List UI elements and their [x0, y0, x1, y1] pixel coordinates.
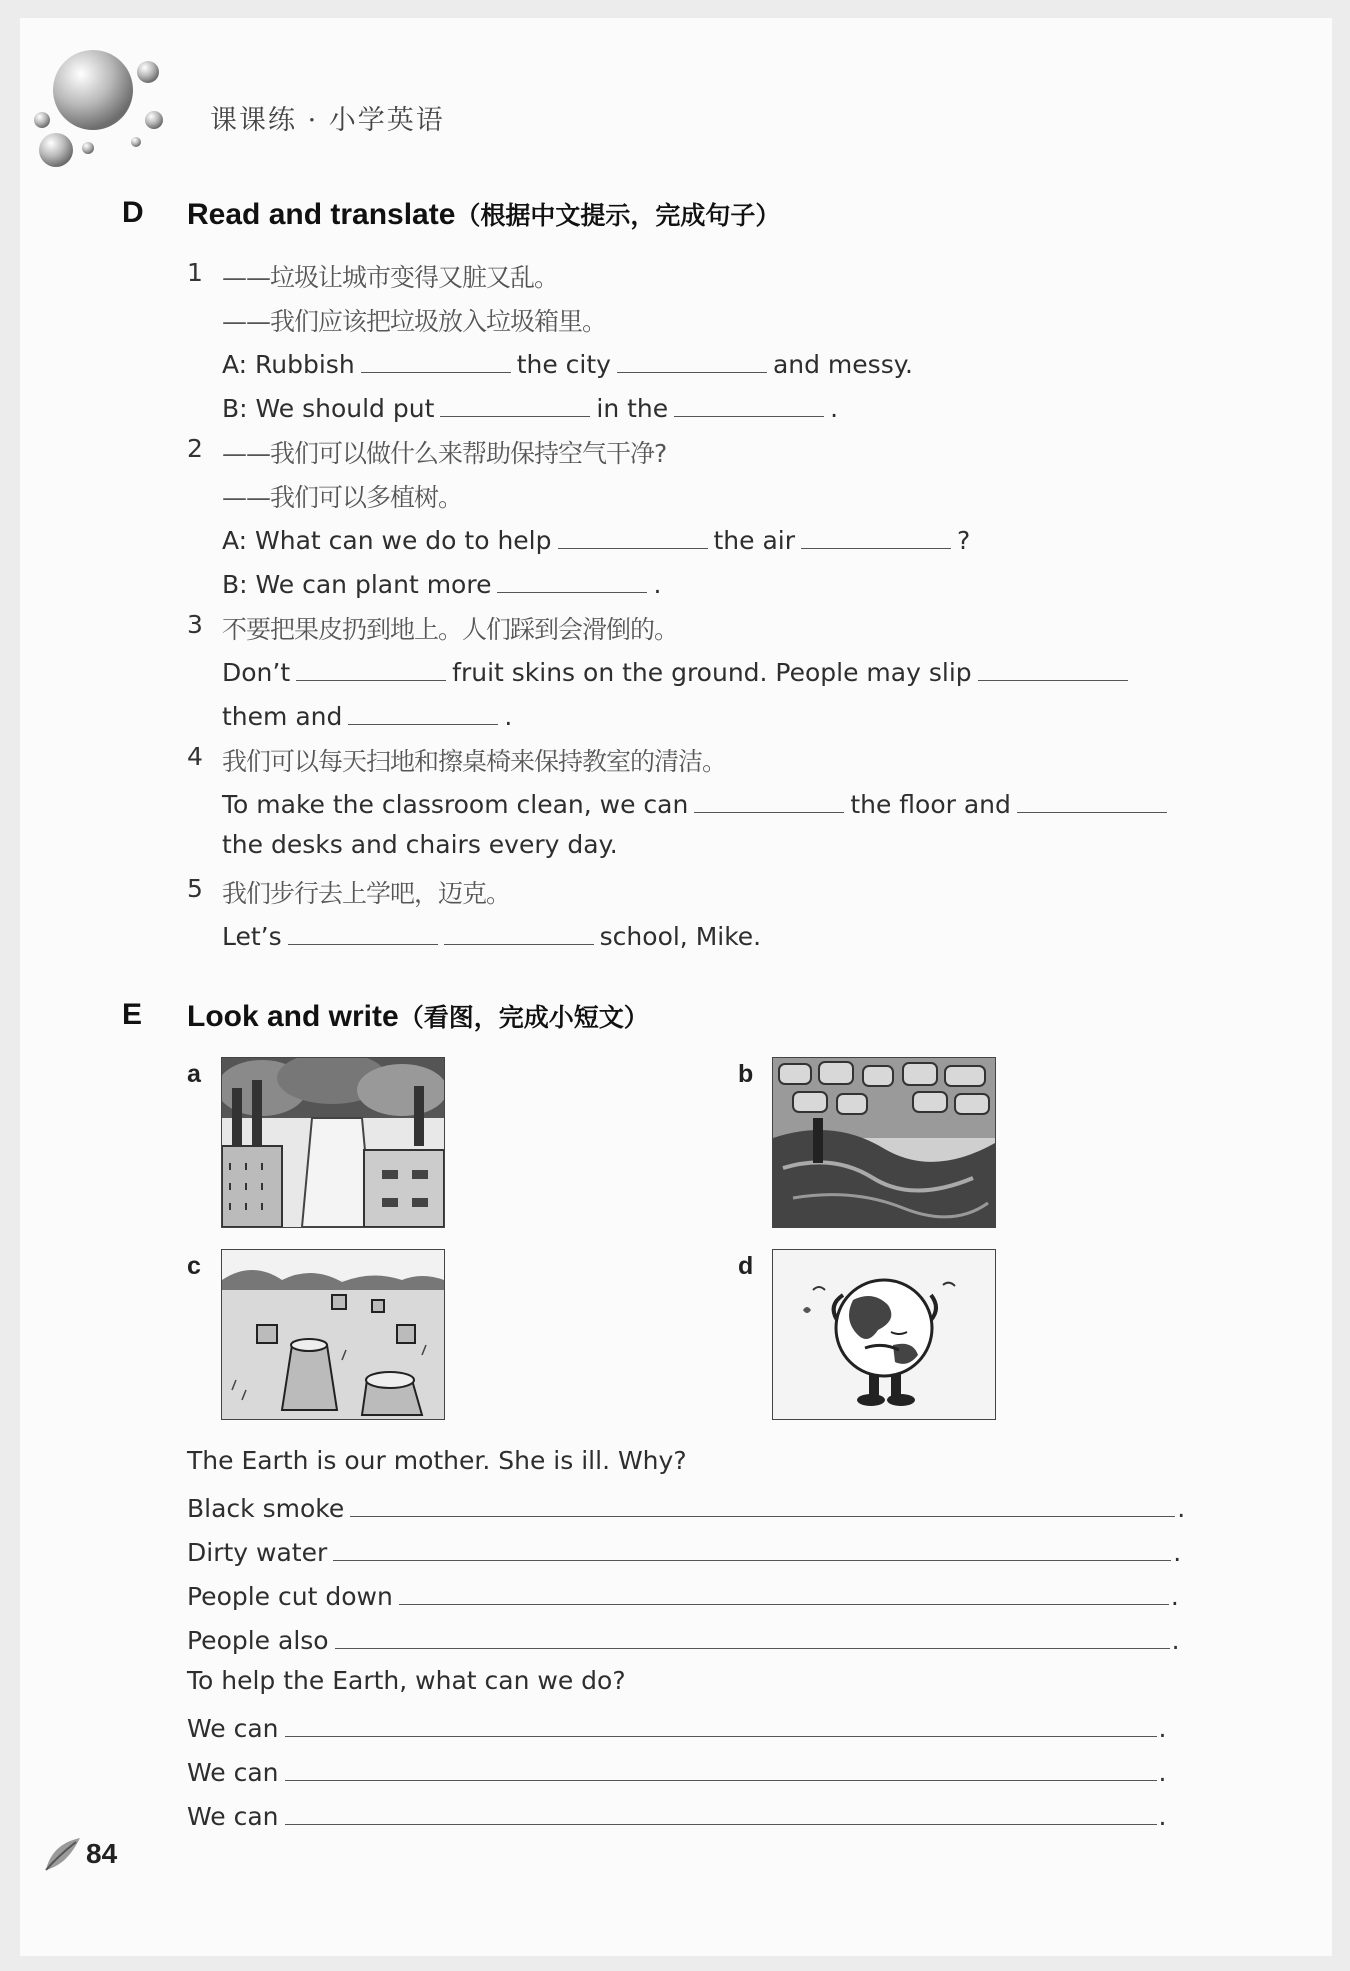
we-can-line-2 [187, 1754, 1166, 1787]
q1-line-b [222, 390, 838, 423]
writing-blank[interactable] [285, 1754, 1157, 1781]
blank-field[interactable] [440, 390, 590, 417]
section-e-title-cn: （看图，完成小短文） [398, 1003, 649, 1032]
write-line-prompt: Dirty water [187, 1538, 328, 1567]
blank-field[interactable] [674, 390, 824, 417]
write-line-people-also [187, 1622, 1180, 1655]
polluted-water-picture [772, 1057, 996, 1228]
page-number: 84 [86, 1838, 118, 1869]
we-can-prompt: We can [187, 1714, 279, 1743]
book-title: 课课练 · 小学英语 [210, 105, 445, 136]
blank-field[interactable] [288, 918, 438, 945]
q1-chinese-line-2: ——我们应该把垃圾放入垃圾箱里。 [222, 307, 607, 336]
write-line-black-smoke [187, 1490, 1185, 1523]
we-can-prompt: We can [187, 1802, 279, 1831]
q1-b-text-1: B: We should put [222, 394, 435, 423]
section-d-title-cn: （根据中文提示，完成句子） [455, 201, 781, 230]
q4-line-2: the desks and chairs every day. [222, 830, 618, 859]
picture-a-label: a [187, 1060, 201, 1088]
we-can-line-3 [187, 1798, 1166, 1831]
q5-chinese-line: 我们步行去上学吧，迈克。 [222, 879, 511, 908]
blank-field[interactable] [617, 346, 767, 373]
q3-line-1 [222, 654, 1134, 687]
blank-field[interactable] [296, 654, 446, 681]
q1-a-text-2: the city [516, 350, 611, 379]
q2-b-text-2: . [653, 570, 662, 599]
earth-intro-text: The Earth is our mother. She is ill. Why? [187, 1446, 687, 1475]
end-dot: . [1171, 1626, 1180, 1655]
q4-text-1: To make the classroom clean, we can [222, 790, 689, 819]
q3-line-2 [222, 698, 512, 731]
tree-stumps-picture [221, 1249, 445, 1420]
blank-field[interactable] [1017, 786, 1167, 813]
writing-blank[interactable] [399, 1578, 1169, 1605]
factory-smoke-picture [221, 1057, 445, 1228]
help-earth-question: To help the Earth, what can we do? [187, 1666, 626, 1695]
write-line-prompt: Black smoke [187, 1494, 345, 1523]
blank-field[interactable] [497, 566, 647, 593]
write-line-dirty-water [187, 1534, 1181, 1567]
write-line-cut-down [187, 1578, 1179, 1611]
picture-b-label: b [738, 1060, 754, 1088]
end-dot: . [1170, 1582, 1179, 1611]
q5-text-2: school, Mike. [599, 922, 762, 951]
picture-c-label: c [187, 1252, 201, 1280]
end-dot: . [1158, 1802, 1167, 1831]
q3-chinese-line: 不要把果皮扔到地上。人们踩到会滑倒的。 [222, 615, 679, 644]
we-can-line-1 [187, 1710, 1166, 1743]
blank-field[interactable] [444, 918, 594, 945]
end-dot: . [1158, 1714, 1167, 1743]
blank-field[interactable] [694, 786, 844, 813]
blank-field[interactable] [978, 654, 1128, 681]
q4-number: 4 [187, 742, 203, 771]
writing-blank[interactable] [285, 1798, 1157, 1825]
write-line-prompt: People also [187, 1626, 329, 1655]
section-e-title [187, 998, 649, 1034]
q2-a-text-2: the air [713, 526, 796, 555]
q2-line-a [222, 522, 970, 555]
q1-chinese-line-1: ——垃圾让城市变得又脏又乱。 [222, 263, 559, 292]
q1-b-text-2: in the [596, 394, 669, 423]
q2-chinese-line-2: ——我们可以多植树。 [222, 483, 463, 512]
blank-field[interactable] [801, 522, 951, 549]
section-d-title [187, 196, 780, 232]
q3-text-1: Don’t [222, 658, 291, 687]
blank-field[interactable] [348, 698, 498, 725]
q1-a-text-3: and messy. [772, 350, 913, 379]
q3-text-2: fruit skins on the ground. People may slip [452, 658, 972, 687]
writing-blank[interactable] [335, 1622, 1170, 1649]
q4-text-2: the floor and [850, 790, 1011, 819]
q1-b-text-3: . [830, 394, 839, 423]
q5-number: 5 [187, 874, 203, 903]
q1-number: 1 [187, 258, 203, 287]
section-e-letter: E [122, 998, 143, 1031]
sick-earth-picture [772, 1249, 996, 1420]
section-d-letter: D [122, 196, 144, 229]
blank-field[interactable] [361, 346, 511, 373]
writing-blank[interactable] [350, 1490, 1175, 1517]
q1-a-text-1: A: Rubbish [222, 350, 355, 379]
q2-b-text-1: B: We can plant more [222, 570, 492, 599]
q1-line-a [222, 346, 913, 379]
q2-a-text-1: A: What can we do to help [222, 526, 552, 555]
bubbles-logo-icon [28, 42, 168, 172]
end-dot: . [1173, 1538, 1182, 1567]
q2-line-b [222, 566, 661, 599]
q5-line-1 [222, 918, 761, 951]
picture-d-label: d [738, 1252, 754, 1280]
end-dot: . [1177, 1494, 1186, 1523]
section-d-title-en: Read and translate [187, 198, 456, 231]
write-line-prompt: People cut down [187, 1582, 393, 1611]
blank-field[interactable] [558, 522, 708, 549]
q3-number: 3 [187, 610, 203, 639]
q2-number: 2 [187, 434, 203, 463]
q4-chinese-line: 我们可以每天扫地和擦桌椅来保持教室的清洁。 [222, 747, 727, 776]
q3-text-4: . [504, 702, 513, 731]
end-dot: . [1158, 1758, 1167, 1787]
q2-a-text-3: ? [957, 526, 971, 555]
section-e-title-en: Look and write [187, 1000, 399, 1033]
writing-blank[interactable] [285, 1710, 1157, 1737]
q5-text-1: Let’s [222, 922, 282, 951]
q2-chinese-line-1: ——我们可以做什么来帮助保持空气干净? [222, 439, 667, 468]
q3-text-3: them and [222, 702, 343, 731]
we-can-prompt: We can [187, 1758, 279, 1787]
writing-blank[interactable] [333, 1534, 1171, 1561]
q4-line-1 [222, 786, 1173, 819]
leaf-icon [42, 1834, 86, 1874]
